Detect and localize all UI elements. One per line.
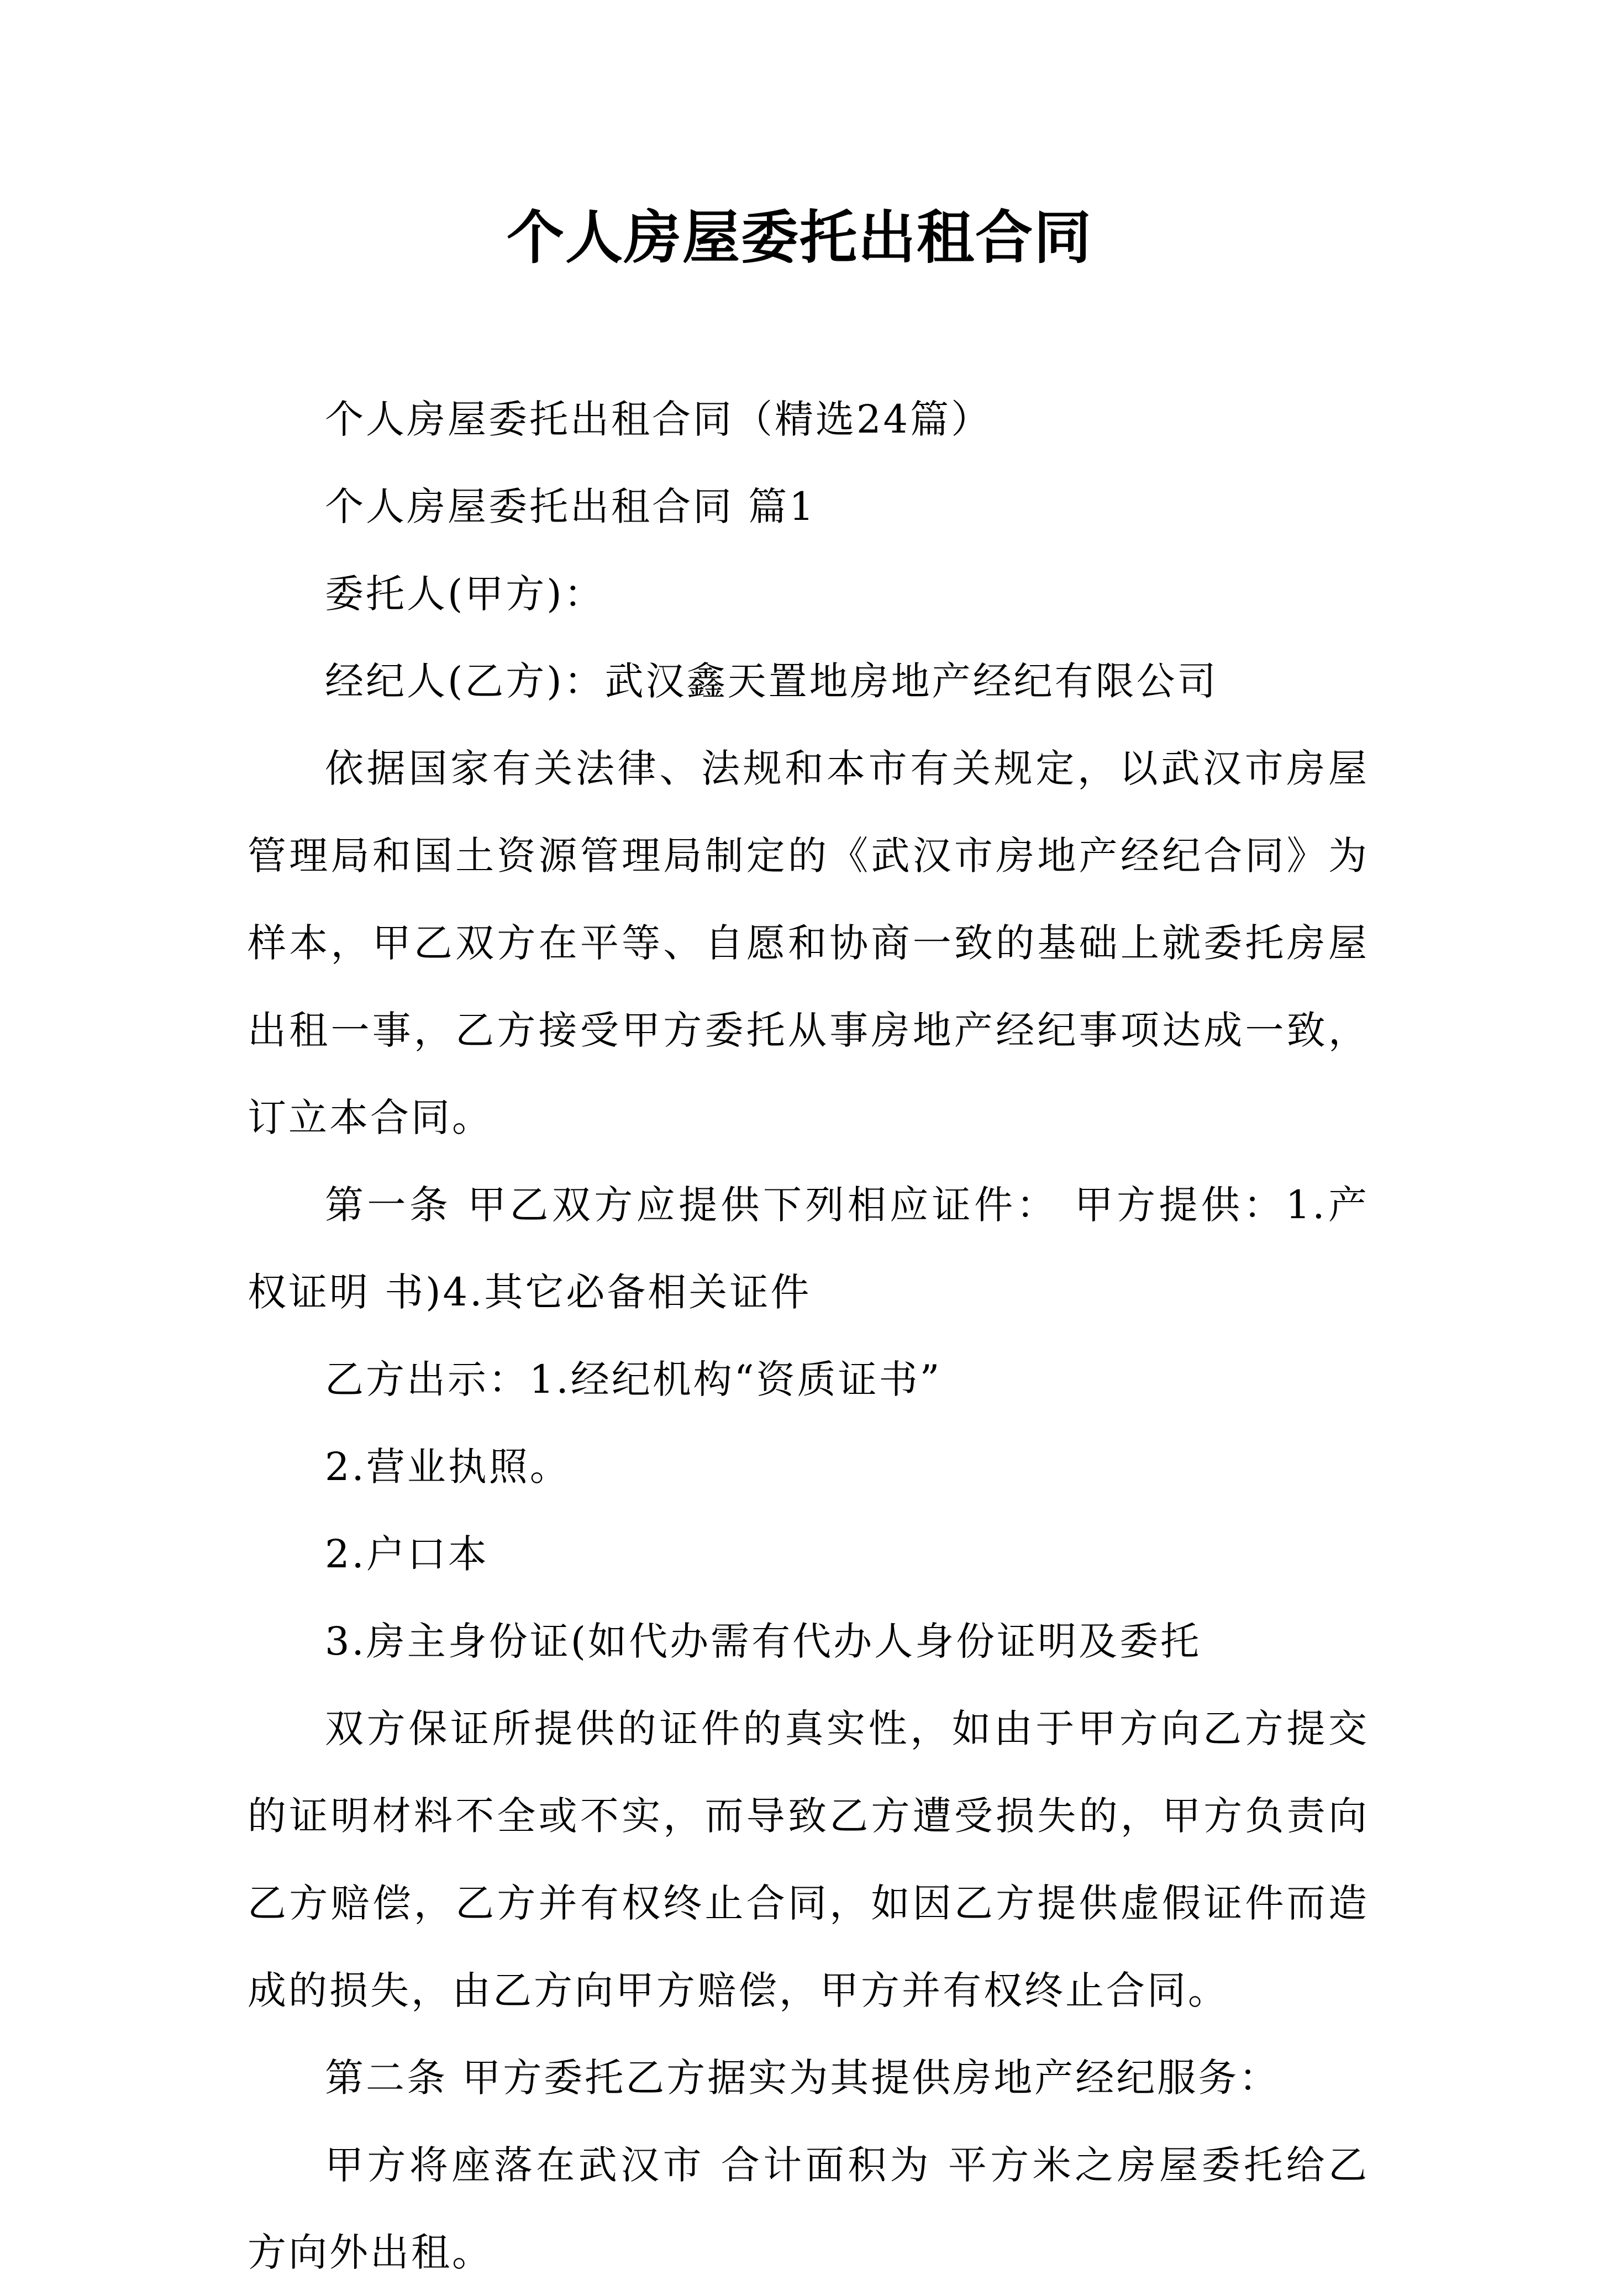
paragraph-business-license: 2.营业执照。 <box>325 1444 571 1489</box>
paragraph-owner-id: 3.房主身份证(如代办需有代办人身份证明及委托 <box>325 1619 1202 1664</box>
paragraph-property: 甲方将座落在武汉市 合计面积为 平方米之房屋委托给乙方向外出租。 <box>248 2142 1369 2275</box>
paragraph-agent-documents: 乙方出示：1.经纪机构“资质证书” <box>325 1357 942 1402</box>
paragraph-preamble: 依据国家有关法律、法规和本市有关规定，以武汉市房屋管理局和国土资源管理局制定的《武汉市房地产经纪合同》为样本，甲乙双方在平等、自愿和协商一致的基础上就委托房屋出租一事，乙方接受甲方委托从事房地产经纪事项达成一致，订立本合同。 <box>248 746 1369 1140</box>
document-body <box>248 376 1369 2296</box>
paragraph-authenticity: 双方保证所提供的证件的真实性，如由于甲方向乙方提交的证明材料不全或不实，而导致乙方遭受损失的，甲方负责向乙方赔偿，乙方并有权终止合同，如因乙方提供虚假证件而造成的损失，由乙方向甲方赔偿，甲方并有权终止合同。 <box>248 1706 1369 2013</box>
paragraph-principal: 委托人(甲方)： <box>325 571 605 617</box>
paragraph-collection-heading: 个人房屋委托出租合同（精选24篇） <box>325 397 992 442</box>
paragraph-article-2: 第二条 甲方委托乙方据实为其提供房地产经纪服务： <box>325 2055 1280 2100</box>
paragraph-agent: 经纪人(乙方)：武汉鑫天置地房地产经纪有限公司 <box>325 659 1218 704</box>
document-title: 个人房屋委托出租合同 <box>506 203 1092 271</box>
paragraph-article-1: 第一条 甲乙双方应提供下列相应证件： 甲方提供：1.产权证明 书)4.其它必备相关证件 <box>248 1182 1369 1315</box>
paragraph-contract-heading: 个人房屋委托出租合同 篇1 <box>325 484 816 529</box>
paragraph-household-register: 2.户口本 <box>325 1531 489 1577</box>
